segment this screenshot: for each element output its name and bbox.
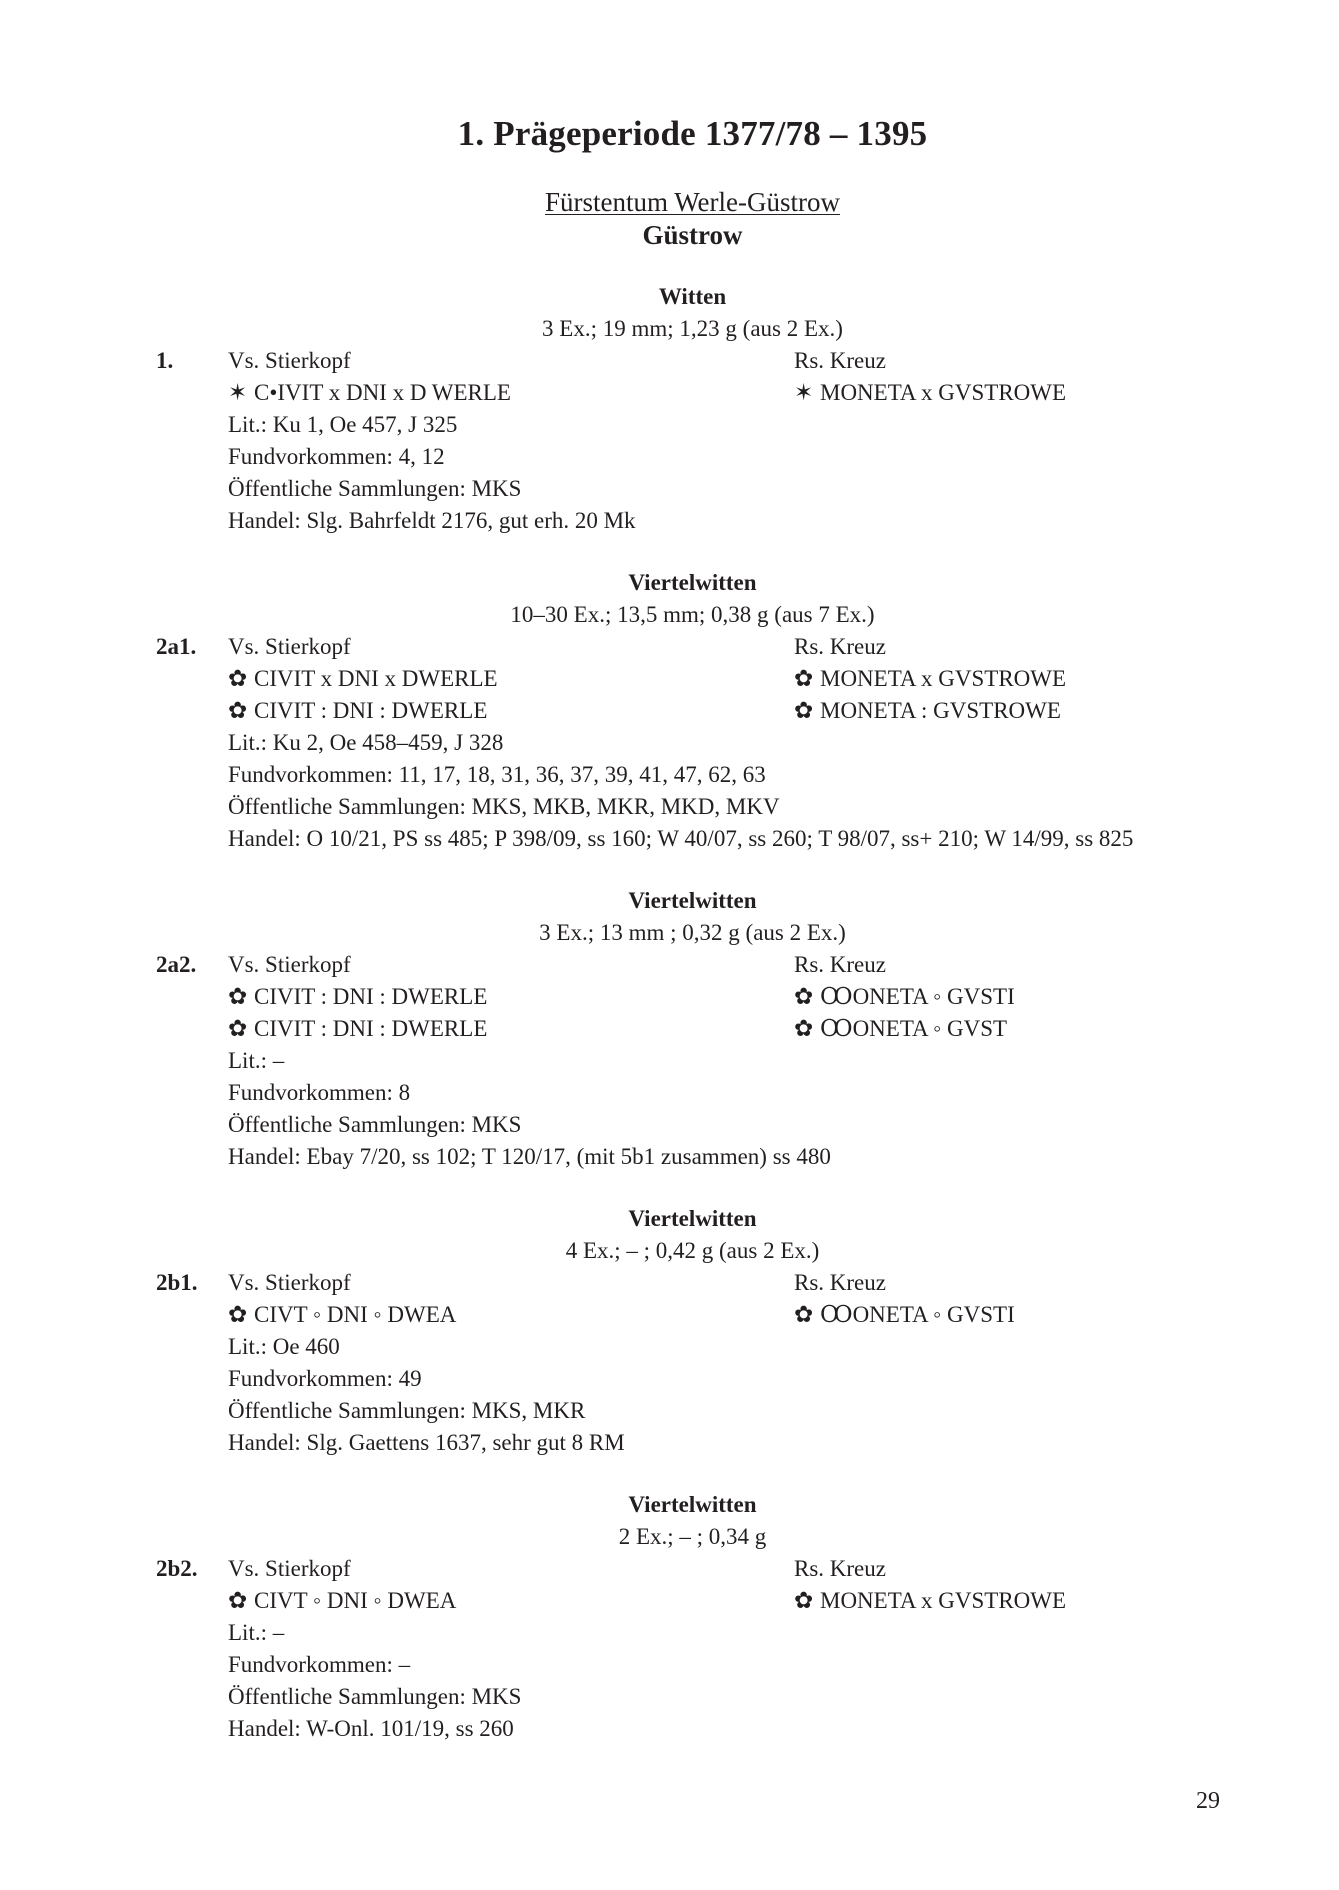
- page-number: 29: [1196, 1788, 1220, 1814]
- find-occurrence-line: Fundvorkommen: 4, 12: [228, 444, 445, 469]
- denomination-heading: Viertelwitten: [628, 888, 757, 913]
- obverse-legend: ✿ CIVIT : DNI : DWERLE: [228, 1013, 487, 1045]
- public-collections-line: Öffentliche Sammlungen: MKS: [228, 1684, 522, 1709]
- trade-line: Handel: W-Onl. 101/19, ss 260: [228, 1716, 514, 1741]
- reverse-legend: ✿ ꝎONETA ◦ GVSTI: [794, 981, 1015, 1013]
- denomination-heading: Witten: [658, 284, 727, 309]
- rosette-icon: ✿: [228, 698, 248, 723]
- obverse-label: Vs. Stierkopf: [228, 1270, 351, 1295]
- trade-line: Handel: Slg. Gaettens 1637, sehr gut 8 RM: [228, 1430, 625, 1455]
- star-icon: ✶: [794, 380, 814, 405]
- literature-line: Lit.: –: [228, 1048, 285, 1073]
- reverse-label: Rs. Kreuz: [794, 1270, 886, 1295]
- specimen-info: 4 Ex.; – ; 0,42 g (aus 2 Ex.): [565, 1238, 820, 1263]
- obverse-label: Vs. Stierkopf: [228, 634, 351, 659]
- rosette-icon: ✿: [794, 1302, 814, 1327]
- star-icon: ✶: [228, 380, 248, 405]
- page-title: 1. Prägeperiode 1377/78 – 1395: [457, 114, 928, 153]
- reverse-legend: ✿ MONETA x GVSTROWE: [794, 663, 1066, 695]
- obverse-legend: ✿ CIVIT : DNI : DWERLE: [228, 981, 487, 1013]
- trade-line: Handel: Slg. Bahrfeldt 2176, gut erh. 20 Mk: [228, 508, 636, 533]
- denomination-heading: Viertelwitten: [628, 1492, 757, 1517]
- reverse-legend: ✶ MONETA x GVSTROWE: [794, 377, 1066, 409]
- find-occurrence-line: Fundvorkommen: –: [228, 1652, 411, 1677]
- obverse-legend: ✿ CIVIT : DNI : DWERLE: [228, 695, 487, 727]
- specimen-info: 3 Ex.; 13 mm ; 0,32 g (aus 2 Ex.): [539, 920, 846, 945]
- catalog-number: 2a2.: [156, 952, 197, 977]
- literature-line: Lit.: Ku 1, Oe 457, J 325: [228, 412, 458, 437]
- obverse-legend: ✿ CIVIT x DNI x DWERLE: [228, 663, 498, 695]
- public-collections-line: Öffentliche Sammlungen: MKS, MKB, MKR, MKD, MKV: [228, 794, 780, 819]
- find-occurrence-line: Fundvorkommen: 49: [228, 1366, 422, 1391]
- trade-line: Handel: Ebay 7/20, ss 102; T 120/17, (mit 5b1 zusammen) ss 480: [228, 1144, 831, 1169]
- rosette-icon: ✿: [228, 1302, 248, 1327]
- denomination-heading: Viertelwitten: [628, 1206, 757, 1231]
- reverse-legend: ✿ MONETA : GVSTROWE: [794, 695, 1061, 727]
- find-occurrence-line: Fundvorkommen: 11, 17, 18, 31, 36, 37, 39, 41, 47, 62, 63: [228, 762, 766, 787]
- reverse-label: Rs. Kreuz: [794, 348, 886, 373]
- reverse-label: Rs. Kreuz: [794, 1556, 886, 1581]
- obverse-label: Vs. Stierkopf: [228, 952, 351, 977]
- mint-city-heading: Güstrow: [642, 220, 743, 250]
- catalog-number: 2b1.: [156, 1270, 198, 1295]
- trade-line: Handel: O 10/21, PS ss 485; P 398/09, ss 160; W 40/07, ss 260; T 98/07, ss+ 210; W 14/99, ss 825: [228, 826, 1134, 851]
- catalog-number: 2a1.: [156, 634, 197, 659]
- reverse-legend: ✿ MONETA x GVSTROWE: [794, 1585, 1066, 1617]
- literature-line: Lit.: –: [228, 1620, 285, 1645]
- rosette-icon: ✿: [794, 1588, 814, 1613]
- rosette-icon: ✿: [228, 984, 248, 1009]
- rosette-icon: ✿: [228, 666, 248, 691]
- rosette-icon: ✿: [794, 666, 814, 691]
- public-collections-line: Öffentliche Sammlungen: MKS: [228, 1112, 522, 1137]
- reverse-legend: ✿ ꝎONETA ◦ GVST: [794, 1013, 1007, 1045]
- catalog-number: 2b2.: [156, 1556, 198, 1581]
- public-collections-line: Öffentliche Sammlungen: MKS: [228, 476, 522, 501]
- specimen-info: 10–30 Ex.; 13,5 mm; 0,38 g (aus 7 Ex.): [510, 602, 875, 627]
- rosette-icon: ✿: [228, 1016, 248, 1041]
- catalog-number: 1.: [156, 348, 174, 373]
- rosette-icon: ✿: [228, 1588, 248, 1613]
- obverse-legend: ✶ C•IVIT x DNI x D WERLE: [228, 377, 511, 409]
- obverse-legend: ✿ CIVT ◦ DNI ◦ DWEA: [228, 1585, 456, 1617]
- rosette-icon: ✿: [794, 984, 814, 1009]
- specimen-info: 3 Ex.; 19 mm; 1,23 g (aus 2 Ex.): [542, 316, 843, 341]
- rosette-icon: ✿: [794, 1016, 814, 1041]
- denomination-heading: Viertelwitten: [628, 570, 757, 595]
- literature-line: Lit.: Oe 460: [228, 1334, 340, 1359]
- obverse-label: Vs. Stierkopf: [228, 1556, 351, 1581]
- section-subtitle: Fürstentum Werle-Güstrow: [544, 187, 841, 217]
- rosette-icon: ✿: [794, 698, 814, 723]
- reverse-label: Rs. Kreuz: [794, 952, 886, 977]
- reverse-legend: ✿ ꝎONETA ◦ GVSTI: [794, 1299, 1015, 1331]
- public-collections-line: Öffentliche Sammlungen: MKS, MKR: [228, 1398, 586, 1423]
- reverse-label: Rs. Kreuz: [794, 634, 886, 659]
- obverse-label: Vs. Stierkopf: [228, 348, 351, 373]
- specimen-info: 2 Ex.; – ; 0,34 g: [618, 1524, 767, 1549]
- literature-line: Lit.: Ku 2, Oe 458–459, J 328: [228, 730, 504, 755]
- obverse-legend: ✿ CIVT ◦ DNI ◦ DWEA: [228, 1299, 456, 1331]
- find-occurrence-line: Fundvorkommen: 8: [228, 1080, 411, 1105]
